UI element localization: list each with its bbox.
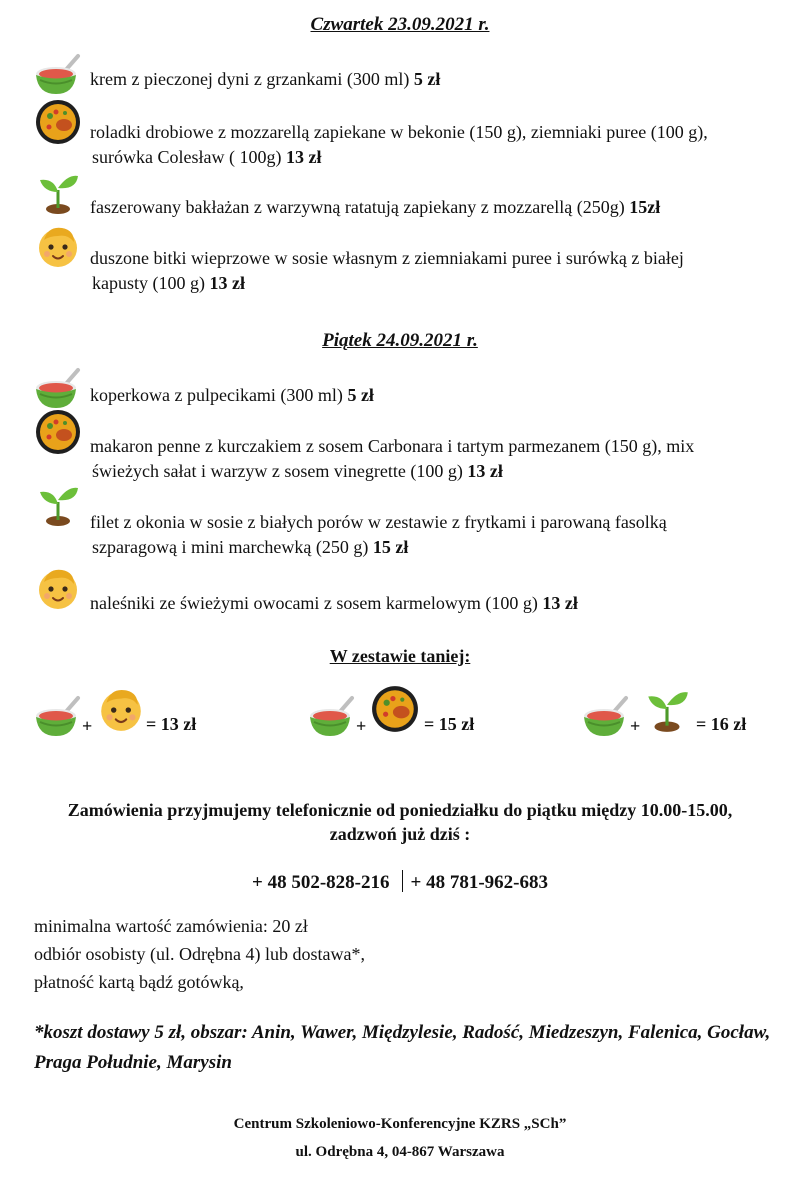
paella-pan-icon — [34, 408, 82, 456]
item-price: 15zł — [629, 197, 661, 217]
orders-line1: Zamówienia przyjmujemy telefonicznie od poniedziałku do piątku między 10.00-15.00, — [67, 800, 733, 820]
min-order-info: minimalna wartość zamówienia: 20 zł — [34, 916, 308, 936]
plus-sign: + — [82, 716, 93, 736]
combo-price: = 16 zł — [696, 714, 747, 734]
item-description: duszone bitki wieprzowe w sosie własnym z ziemniakami puree i surówką z białej — [90, 248, 684, 268]
baby-face-icon — [96, 684, 146, 734]
plus-sign: + — [630, 716, 641, 736]
paella-pan-icon — [34, 98, 82, 146]
combo-price: = 13 zł — [146, 714, 197, 734]
item-description: naleśniki ze świeżymi owocami z sosem karmelowym (100 g) — [90, 593, 543, 613]
item-description: koperkowa z pulpecikami (300 ml) — [90, 385, 348, 405]
plus-sign: + — [356, 716, 367, 736]
item-description: filet z okonia w sosie z białych porów w zestawie z frytkami i parowaną fasolką — [90, 512, 667, 532]
item-price: 5 zł — [413, 69, 441, 89]
footer-org: Centrum Szkoleniowo-Konferencyjne KZRS „SCh” — [233, 1116, 567, 1132]
seedling-icon — [34, 168, 82, 216]
combo-price: = 15 zł — [424, 714, 475, 734]
soup-bowl-icon — [308, 692, 356, 740]
delivery-note: *koszt dostawy 5 zł, obszar: Anin, Wawer, Międzylesie, Radość, Miedzeszyn, Falenica, Gocław, Praga Południe, Marysin — [34, 1022, 771, 1073]
day-title-thursday: Czwartek 23.09.2021 r. — [310, 14, 490, 35]
soup-bowl-icon — [34, 50, 82, 98]
item-price: 13 zł — [467, 461, 503, 481]
baby-face-icon — [34, 564, 82, 612]
orders-line2: zadzwoń już dziś : — [329, 824, 471, 844]
item-description: roladki drobiowe z mozzarellą zapiekane w bekonie (150 g), ziemniaki puree (100 g), — [90, 122, 708, 142]
paella-pan-icon — [370, 684, 420, 734]
item-description: faszerowany bakłażan z warzywną ratatują zapiekany z mozzarellą (250g) — [90, 197, 630, 217]
pickup-info: odbiór osobisty (ul. Odrębna 4) lub dostawa*, — [34, 944, 365, 964]
phone-number-1[interactable]: + 48 502-828-216 — [252, 872, 390, 893]
soup-bowl-icon — [34, 364, 82, 412]
separator — [402, 870, 403, 892]
combo-soup-seedling — [582, 684, 782, 744]
seedling-icon — [642, 684, 692, 734]
soup-bowl-icon — [582, 692, 630, 740]
combo-soup-baby — [34, 684, 234, 744]
soup-bowl-icon — [34, 692, 82, 740]
item-price: 15 zł — [372, 537, 409, 557]
item-description: krem z pieczonej dyni z grzankami (300 ml) — [90, 69, 414, 89]
baby-face-icon — [34, 222, 82, 270]
day-title-friday: Piątek 24.09.2021 r. — [322, 330, 478, 351]
combos-title: W zestawie taniej: — [329, 646, 471, 666]
item-description-cont: surówka Colesław ( 100g) — [92, 147, 286, 167]
payment-info: płatność kartą bądź gotówką, — [34, 972, 244, 992]
phone-numbers — [0, 870, 800, 894]
item-price: 13 zł — [285, 147, 322, 167]
item-description-cont: kapusty (100 g) — [92, 273, 210, 293]
item-description: makaron penne z kurczakiem z sosem Carbonara i tartym parmezanem (150 g), mix — [90, 436, 695, 456]
item-price: 13 zł — [209, 273, 245, 293]
phone-number-2[interactable]: + 48 781-962-683 — [410, 872, 548, 893]
seedling-icon — [34, 480, 82, 528]
item-price: 13 zł — [542, 593, 578, 613]
combo-soup-paella — [308, 684, 508, 744]
item-description-cont: świeżych sałat i warzyw z sosem vinegrette (100 g) — [92, 461, 468, 481]
item-description-cont: szparagową i mini marchewką (250 g) — [92, 537, 373, 557]
footer-address: ul. Odrębna 4, 04-867 Warszawa — [295, 1144, 505, 1160]
item-price: 5 zł — [347, 385, 374, 405]
